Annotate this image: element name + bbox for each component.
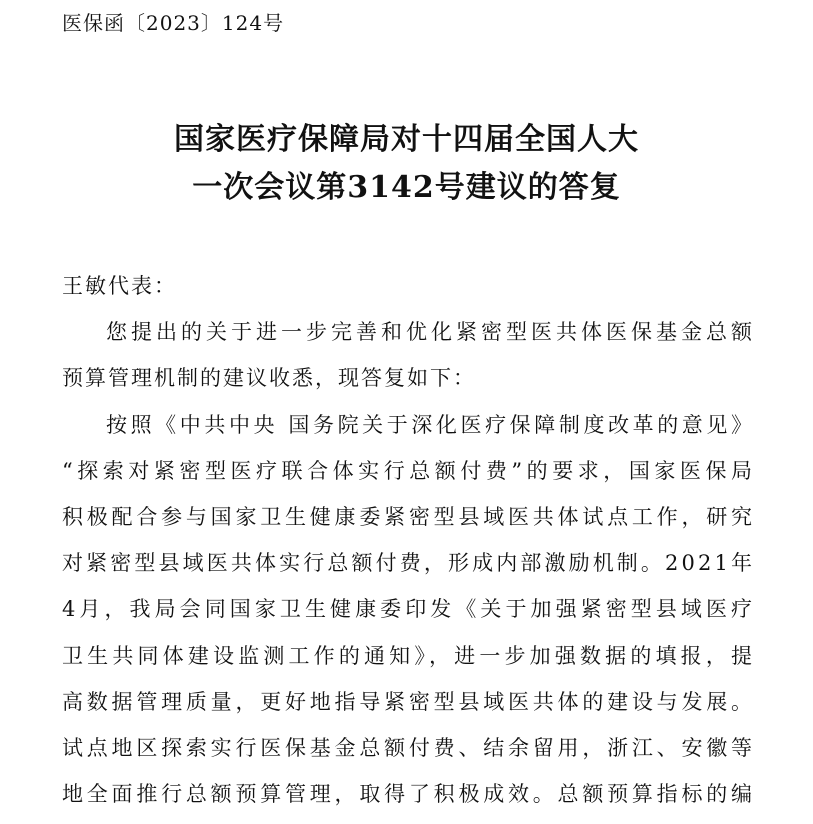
document-body (62, 270, 757, 824)
body-line: 预算管理机制的建议收悉，现答复如下： (62, 366, 476, 391)
body-line: 您提出的关于进一步完善和优化紧密型医共体医保基金总额 (106, 320, 756, 345)
body-line: 地全面推行总额预算管理，取得了积极成效。总额预算指标的编 (62, 782, 756, 807)
body-line: 按照《中共中央 国务院关于深化医疗保障制度改革的意见》 (106, 412, 756, 437)
document-number: 医保函〔2023〕124号 (62, 11, 285, 35)
body-line: 卫生共同体建设监测工作的通知》，进一步加强数据的填报，提 (62, 643, 757, 668)
body-line: 4月，我局会同国家卫生健康委印发《关于加强紧密型县域医疗 (62, 597, 757, 622)
document-title-line-2: 一次会议第3142号建议的答复 (192, 170, 621, 205)
salutation: 王敏代表： (62, 274, 177, 298)
body-line: 对紧密型县域医共体实行总额付费，形成内部激励机制。2021年 (62, 551, 756, 576)
body-line: 高数据管理质量，更好地指导紧密型县域医共体的建设与发展。 (62, 689, 756, 714)
body-line: “探索对紧密型医疗联合体实行总额付费”的要求，国家医保局 (62, 458, 757, 483)
body-line: 积极配合参与国家卫生健康委紧密型县域医共体试点工作，研究 (62, 504, 756, 529)
body-line: 试点地区探索实行医保基金总额付费、结余留用，浙江、安徽等 (62, 735, 756, 760)
document-title-line-1: 国家医疗保障局对十四届全国人大 (174, 122, 639, 157)
